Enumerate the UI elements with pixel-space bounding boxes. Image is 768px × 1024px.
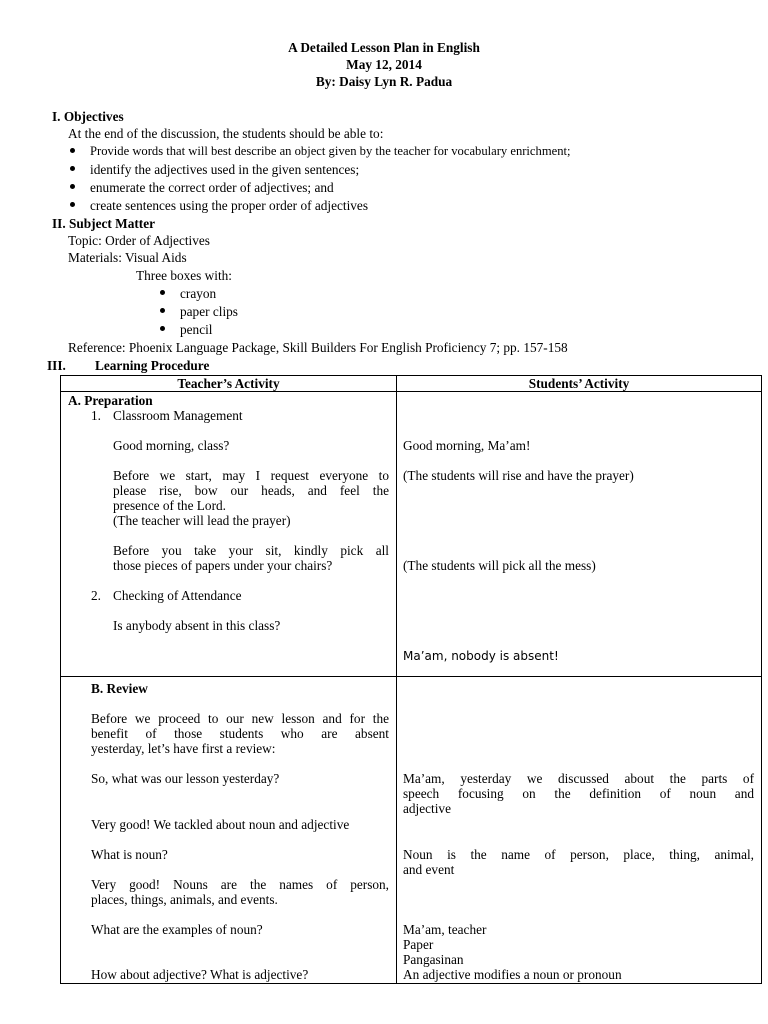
teacher-line: Before we start, may I request everyone to [113, 468, 389, 483]
step-label: Checking of Attendance [113, 588, 242, 603]
teacher-line: Is anybody absent in this class? [113, 618, 281, 633]
teacher-line: Good morning, class? [113, 438, 230, 453]
teacher-line: How about adjective? What is adjective? [91, 967, 309, 982]
teacher-line: Very good! We tackled about noun and adjective [91, 817, 350, 832]
section-b-heading: B. Review [91, 681, 148, 696]
subject-materials: Materials: Visual Aids [68, 250, 187, 265]
student-line: Ma’am, nobody is absent! [403, 649, 559, 663]
bullet-icon [70, 184, 75, 189]
teacher-line: presence of the Lord. [113, 498, 226, 513]
table-row [61, 677, 762, 984]
box-item: paper clips [180, 304, 238, 319]
subject-matter-heading: II. Subject Matter [52, 216, 156, 231]
student-line: and event [403, 862, 455, 877]
student-line: Paper [403, 937, 434, 952]
teacher-line: (The teacher will lead the prayer) [113, 513, 291, 528]
bullet-icon [70, 166, 75, 171]
teacher-line: yesterday, let’s have first a review: [91, 741, 276, 756]
section-a-heading: A. Preparation [68, 393, 153, 408]
bullet-icon [160, 290, 165, 295]
teacher-line: So, what was our lesson yesterday? [91, 771, 280, 786]
teacher-line: Very good! Nouns are the names of person, [91, 877, 389, 892]
procedure-table [60, 375, 762, 984]
teacher-line: benefit of those students who are absent [91, 726, 389, 741]
subject-reference: Reference: Phoenix Language Package, Skill Builders For English Proficiency 7; pp. 157-158 [68, 340, 568, 355]
teacher-line: Before you take your sit, kindly pick all [113, 543, 389, 558]
objective-item: create sentences using the proper order of adjectives [90, 198, 369, 213]
step-number: 1. [91, 408, 101, 423]
column-header-teacher: Teacher’s Activity [61, 376, 397, 392]
box-item: pencil [180, 322, 213, 337]
objective-item: identify the adjectives used in the given sentences; [90, 162, 360, 177]
subject-topic: Topic: Order of Adjectives [68, 233, 210, 248]
objectives-intro: At the end of the discussion, the students should be able to: [68, 126, 384, 141]
students-cell-review [397, 677, 762, 984]
student-line: Ma’am, yesterday we discussed about the parts of [403, 771, 754, 786]
teacher-line: What are the examples of noun? [91, 922, 263, 937]
student-line: Ma’am, teacher [403, 922, 487, 937]
students-cell-preparation [397, 392, 762, 677]
student-line: Pangasinan [403, 952, 464, 967]
table-header-row [61, 376, 762, 392]
column-header-students: Students’ Activity [397, 376, 762, 392]
teacher-line: What is noun? [91, 847, 168, 862]
student-line: An adjective modifies a noun or pronoun [403, 967, 622, 982]
teacher-line: places, things, animals, and events. [91, 892, 278, 907]
step-number: 2. [91, 588, 101, 603]
teacher-line: please rise, bow our heads, and feel the [113, 483, 389, 498]
document-author: By: Daisy Lyn R. Padua [315, 74, 453, 89]
bullet-icon [70, 202, 75, 207]
document-date: May 12, 2014 [346, 57, 422, 72]
student-line: speech focusing on the definition of noun and [403, 786, 754, 801]
table-row [61, 392, 762, 677]
teacher-cell-review [61, 677, 397, 984]
student-line: (The students will pick all the mess) [403, 558, 596, 573]
student-line: adjective [403, 801, 451, 816]
teacher-line: those pieces of papers under your chairs? [113, 558, 333, 573]
procedure-heading: Learning Procedure [95, 358, 210, 373]
student-line: Noun is the name of person, place, thing, animal, [403, 847, 754, 862]
objective-item: enumerate the correct order of adjectives; and [90, 180, 334, 195]
boxes-intro: Three boxes with: [136, 268, 233, 283]
document-title: A Detailed Lesson Plan in English [288, 40, 480, 55]
objective-item: Provide words that will best describe an object given by the teacher for vocabulary enrichment; [90, 144, 571, 158]
teacher-cell-preparation [61, 392, 397, 677]
objectives-heading: I. Objectives [52, 109, 124, 124]
bullet-icon [70, 148, 75, 153]
bullet-icon [160, 308, 165, 313]
teacher-line: Before we proceed to our new lesson and for the [91, 711, 389, 726]
student-line: (The students will rise and have the prayer) [403, 468, 634, 483]
step-label: Classroom Management [113, 408, 243, 423]
student-line: Good morning, Ma’am! [403, 438, 531, 453]
procedure-number: III. [47, 358, 66, 373]
bullet-icon [160, 326, 165, 331]
box-item: crayon [180, 286, 217, 301]
